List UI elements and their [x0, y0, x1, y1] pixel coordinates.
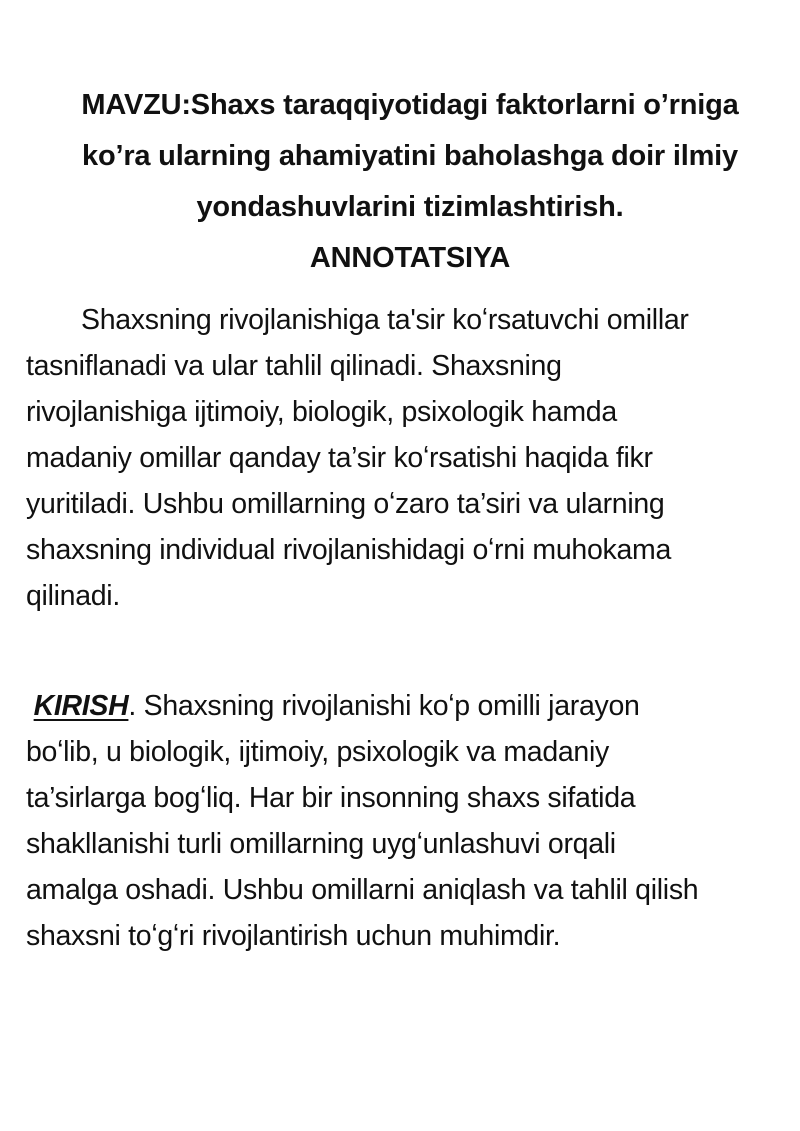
- paragraph-line: shaxsning individual rivojlanishidagi oʻrni muhokama: [26, 534, 672, 566]
- title-line: yondashuvlarini tizimlashtirish.: [196, 191, 624, 223]
- introduction-paragraph: [26, 683, 786, 959]
- paragraph-line: amalga oshadi. Ushbu omillarni aniqlash va tahlil qilish: [26, 874, 699, 906]
- paragraph-line: shaxsni toʻgʻri rivojlantirish uchun muhimdir.: [26, 920, 561, 952]
- paragraph-line: yuritiladi. Ushbu omillarning oʻzaro ta’siri va ularning: [26, 488, 665, 520]
- paragraph-line: madaniy omillar qanday ta’sir koʻrsatishi haqida fikr: [26, 442, 653, 474]
- title-line: ko’ra ularning ahamiyatini baholashga doir ilmiy: [82, 140, 738, 172]
- title-line: MAVZU:Shaxs taraqqiyotidagi faktorlarni o’rniga: [81, 89, 739, 121]
- paragraph-line: boʻlib, u biologik, ijtimoiy, psixologik va madaniy: [26, 736, 609, 768]
- introduction-first-line: . Shaxsning rivojlanishi koʻp omilli jarayon: [128, 690, 640, 722]
- annotation-paragraph: [26, 297, 786, 619]
- introduction-label: KIRISH: [33, 690, 129, 722]
- document-title: [20, 80, 800, 233]
- paragraph-line: [26, 683, 786, 729]
- paragraph-line: tasniflanadi va ular tahlil qilinadi. Shaxsning: [26, 350, 562, 382]
- paragraph-line: qilinadi.: [26, 580, 120, 612]
- paragraph-line: shakllanishi turli omillarning uygʻunlashuvi orqali: [26, 828, 616, 860]
- paragraph-line: rivojlanishiga ijtimoiy, biologik, psixologik hamda: [26, 396, 617, 428]
- paragraph-line: ta’sirlarga bogʻliq. Har bir insonning shaxs sifatida: [26, 782, 636, 814]
- paragraph-line: Shaxsning rivojlanishiga ta'sir koʻrsatuvchi omillar: [81, 304, 689, 336]
- annotation-heading: ANNOTATSIYA: [309, 242, 511, 274]
